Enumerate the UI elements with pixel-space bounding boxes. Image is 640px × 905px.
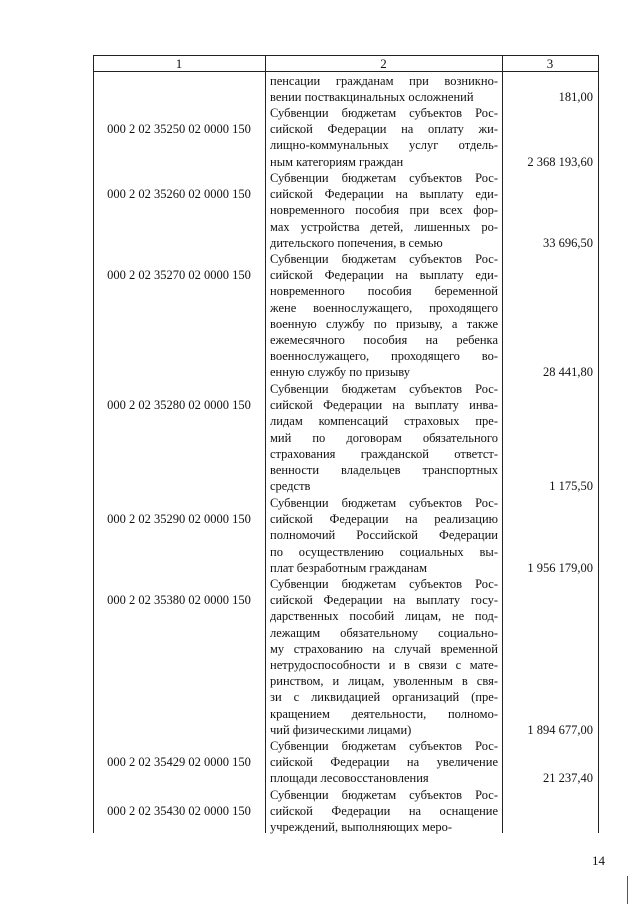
description-line: сийской Федерации на выплату еди- — [270, 187, 498, 202]
description-line: площади лесовосстановления — [270, 771, 429, 786]
description-line: Субвенции бюджетам субъектов Рос- — [270, 106, 498, 120]
description-line: Субвенции бюджетам субъектов Рос- — [270, 577, 498, 591]
description-line: ринством, и лицам, уволенным в свя- — [270, 674, 498, 689]
row-amount: 21 237,40 — [543, 771, 593, 786]
description-line: жене военнослужащего, проходящего — [270, 300, 498, 315]
row-amount: 181,00 — [558, 90, 593, 105]
column-divider-2 — [502, 55, 503, 833]
column-header-1: 1 — [175, 56, 183, 71]
description-line: зи с ликвидацией организаций (пре- — [270, 690, 498, 705]
description-line: Субвенции бюджетам субъектов Рос- — [270, 788, 498, 802]
description-line: новременного пособия при всех фор- — [270, 203, 498, 218]
description-line: нетрудоспособности и в связи с мате- — [270, 657, 498, 672]
header-bottom-border — [93, 71, 599, 72]
row-code: 000 2 02 35430 02 0000 150 — [107, 804, 251, 819]
column-header-2: 2 — [380, 56, 387, 71]
description-line: ным категориям граждан — [270, 154, 404, 169]
description-line: сийской Федерации на увеличение — [270, 755, 498, 770]
description-line: сийской Федерации на оснащение — [270, 804, 498, 819]
description-line: новременного пособия беременной — [270, 284, 498, 299]
column-divider-1 — [265, 55, 266, 833]
row-description — [270, 105, 498, 170]
column-header-3: 3 — [546, 56, 554, 71]
description-line: вении поствакцинальных осложнений — [270, 90, 474, 105]
description-line: кращением деятельности, полномо- — [270, 706, 498, 721]
row-amount: 33 696,50 — [543, 235, 593, 250]
row-code: 000 2 02 35270 02 0000 150 — [107, 268, 251, 283]
row-code: 000 2 02 35280 02 0000 150 — [107, 398, 251, 413]
description-line: дарственных пособий лицам, не под- — [270, 609, 498, 624]
table-top-border — [93, 55, 599, 56]
row-description — [270, 251, 498, 381]
description-line: полномочий Российской Федерации — [270, 528, 498, 543]
description-line: плат безработным гражданам — [270, 560, 428, 575]
description-line: Субвенции бюджетам субъектов Рос- — [270, 382, 498, 396]
row-amount: 2 368 193,60 — [527, 154, 593, 169]
table-right-border — [598, 55, 599, 833]
description-line: сийской Федерации на реализацию — [270, 512, 498, 527]
description-line: мах устройства детей, лишенных ро- — [270, 219, 498, 234]
description-line: енную службу по призыву — [270, 365, 410, 380]
description-line: средств — [270, 479, 311, 494]
row-description — [270, 170, 498, 251]
description-line: Субвенции бюджетам субъектов Рос- — [270, 496, 498, 510]
row-description — [270, 495, 498, 576]
row-code: 000 2 02 35429 02 0000 150 — [107, 755, 251, 770]
description-line: по осуществлению социальных вы- — [270, 544, 498, 559]
description-line: пенсации гражданам при возникно- — [270, 74, 498, 88]
description-line: му страхованию на случай временной — [270, 641, 498, 656]
row-code: 000 2 02 35250 02 0000 150 — [107, 122, 251, 137]
page-number: 14 — [592, 853, 605, 868]
description-line: сийской Федерации на оплату жи- — [270, 122, 498, 137]
description-line: сийской Федерации на выплату инва- — [270, 398, 498, 413]
description-line: Субвенции бюджетам субъектов Рос- — [270, 252, 498, 266]
description-line: страхования гражданской ответст- — [270, 446, 498, 461]
row-description — [270, 576, 498, 738]
description-line: лидам компенсаций страховых пре- — [270, 414, 498, 429]
description-line: дительского попечения, в семью — [270, 235, 443, 250]
description-line: сийской Федерации на выплату еди- — [270, 268, 498, 283]
table-left-border — [93, 55, 94, 833]
scan-edge-mark — [627, 876, 628, 904]
row-description — [270, 73, 498, 105]
description-line: чий физическими лицами) — [270, 722, 412, 737]
row-code: 000 2 02 35380 02 0000 150 — [107, 593, 251, 608]
description-line: Субвенции бюджетам субъектов Рос- — [270, 739, 498, 753]
description-line: лищно-коммунальных услуг отдель- — [270, 138, 498, 153]
row-code: 000 2 02 35290 02 0000 150 — [107, 512, 251, 527]
description-line: венности владельцев транспортных — [270, 462, 498, 477]
description-line: сийской Федерации на выплату госу- — [270, 593, 498, 608]
description-line: военнослужащего, проходящего во- — [270, 349, 498, 364]
description-line: мий по договорам обязательного — [270, 430, 498, 445]
description-line: военную службу по призыву, а также — [270, 316, 498, 331]
row-amount: 1 175,50 — [549, 479, 593, 494]
row-amount: 28 441,80 — [543, 365, 593, 380]
description-line: ежемесячного пособия на ребенка — [270, 332, 498, 347]
row-code: 000 2 02 35260 02 0000 150 — [107, 187, 251, 202]
row-description — [270, 787, 498, 836]
description-line: учреждений, выполняющих меро- — [270, 820, 453, 835]
description-line: Субвенции бюджетам субъектов Рос- — [270, 171, 498, 185]
description-line: лежащим обязательному социально- — [270, 625, 498, 640]
row-amount: 1 956 179,00 — [527, 560, 593, 575]
row-description — [270, 381, 498, 494]
row-description — [270, 738, 498, 787]
row-amount: 1 894 677,00 — [527, 722, 593, 737]
